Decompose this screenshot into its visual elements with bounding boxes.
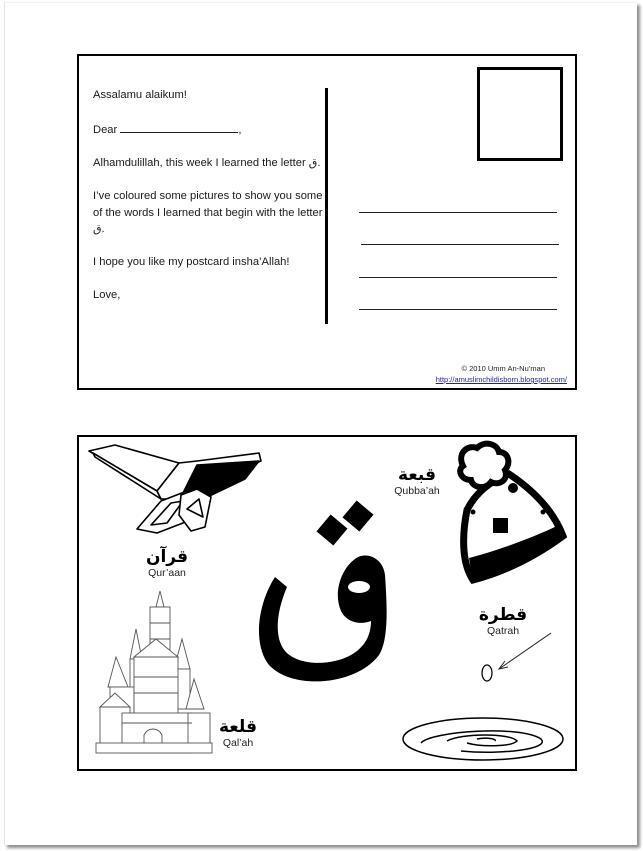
word-quran <box>137 547 197 580</box>
address-line-1[interactable] <box>359 212 557 213</box>
ripple-picture <box>401 715 567 765</box>
castle-picture <box>94 589 214 757</box>
dear-label: Dear <box>93 124 118 136</box>
message-area <box>93 87 323 320</box>
website-link[interactable]: http://amuslimchildisborn.blogspot.com/ <box>435 375 567 384</box>
word-transliteration: Qubba’ah <box>394 485 440 497</box>
word-arabic: قلعة <box>219 717 257 737</box>
main-letter-qaf <box>247 495 397 695</box>
word-arabic: قبعة <box>398 465 436 485</box>
copyright-text: © 2010 Umm An-Nu’man <box>461 364 545 373</box>
address-line-2[interactable] <box>361 244 559 245</box>
paragraph-learned <box>93 155 323 172</box>
letter-qaf-glyph <box>247 495 397 695</box>
document-page <box>4 2 637 845</box>
period: . <box>101 223 105 235</box>
center-divider <box>325 88 328 324</box>
period: . <box>317 157 321 169</box>
copyright-block <box>436 363 567 385</box>
stamp-box <box>477 67 563 161</box>
word-qalah <box>211 717 265 750</box>
paragraph-coloured-text: I’ve coloured some pictures to show you some of the words I learned that begin with the letter <box>93 190 323 219</box>
woolly-hat-icon <box>453 440 569 585</box>
address-line-4[interactable] <box>359 309 557 310</box>
paragraph-learned-text: Alhamdulillah, this week I learned the letter <box>93 157 306 169</box>
dear-line <box>93 120 323 139</box>
word-qubbaah <box>387 465 447 498</box>
word-arabic: قطرة <box>478 605 528 625</box>
paragraph-hope: I hope you like my postcard insha’Allah! <box>93 256 290 268</box>
postcard-front <box>77 435 577 771</box>
postcard-back <box>77 54 577 390</box>
word-arabic: قرآن <box>145 547 189 567</box>
word-transliteration: Qal’ah <box>222 737 254 749</box>
recipient-blank[interactable] <box>120 120 238 133</box>
greeting: Assalamu alaikum! <box>93 89 187 101</box>
quran-picture <box>87 441 263 535</box>
address-line-3[interactable] <box>359 277 557 278</box>
hat-picture <box>453 440 569 585</box>
inline-letter: ق <box>93 222 102 235</box>
paragraph-coloured <box>93 188 323 238</box>
closing: Love, <box>93 289 121 301</box>
quran-on-stand-icon <box>87 441 263 535</box>
drop-picture <box>475 625 555 685</box>
castle-icon <box>94 589 214 757</box>
word-transliteration: Qur’aan <box>148 567 186 579</box>
water-ripple-icon <box>401 715 567 765</box>
dear-suffix: , <box>238 124 242 136</box>
word-transliteration: Qatrah <box>486 625 520 637</box>
water-drop-icon <box>475 625 555 685</box>
inline-letter: ق <box>308 156 318 169</box>
